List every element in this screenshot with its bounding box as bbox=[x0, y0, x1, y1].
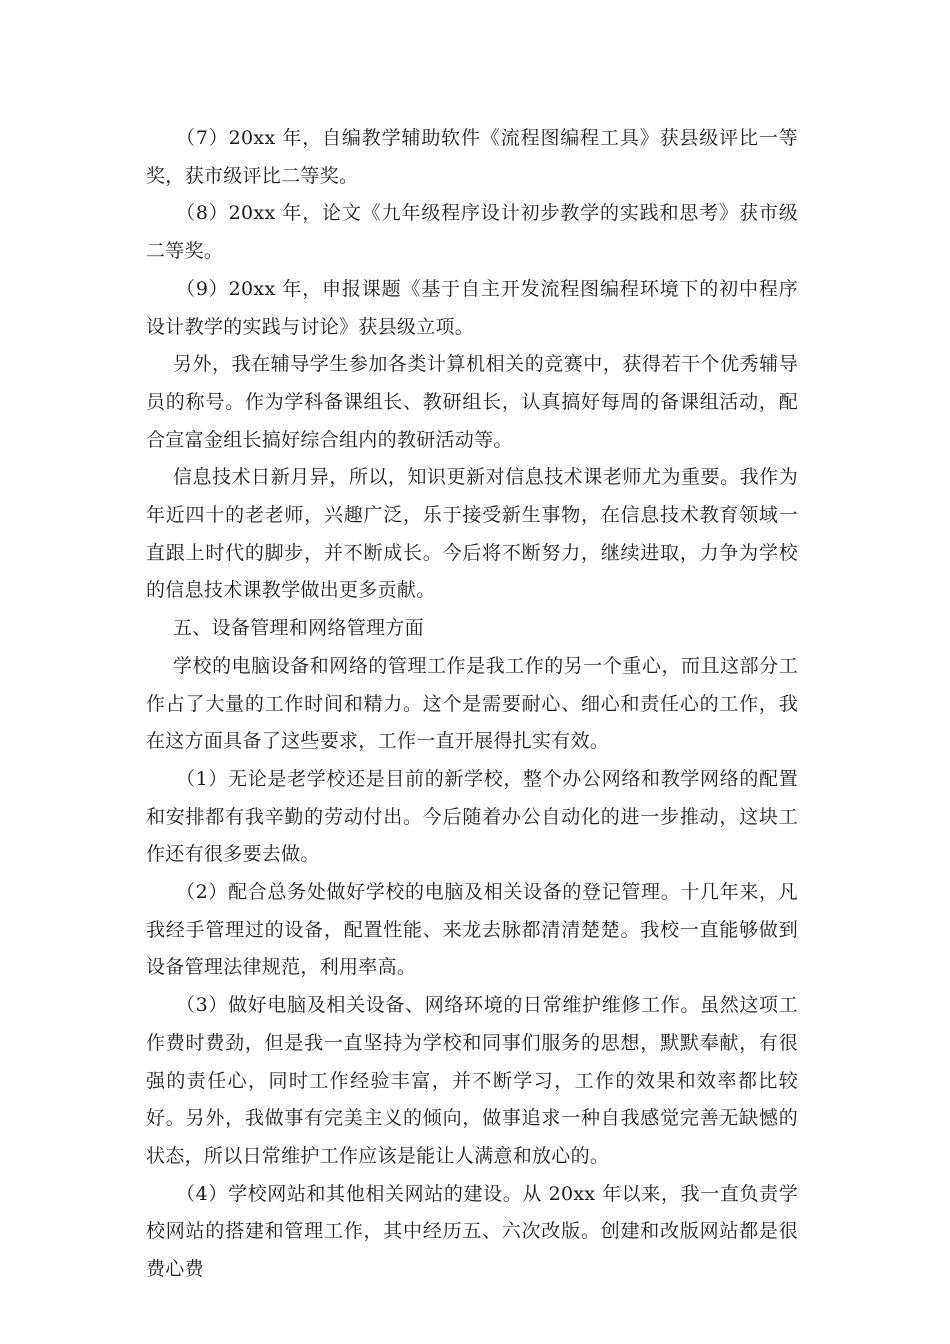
paragraph-equipment-1: （1）无论是老学校还是目前的新学校，整个办公网络和教学网络的配置和安排都有我辛勤的劳动付出。今后随着办公自动化的进一步推动，这块工作还有很多要去做。 bbox=[146, 767, 798, 866]
paragraph-item-8: （8）20xx 年，论文《九年级程序设计初步教学的实践和思考》获市级二等奖。 bbox=[146, 202, 798, 263]
paragraph-equipment-3: （3）做好电脑及相关设备、网络环境的日常维护维修工作。虽然这项工作费时费劲，但是我一直坚持为学校和同事们服务的思想，默默奉献，有很强的责任心，同时工作经验丰富，并不断学习，工作的效果和效率都比较好。另外，我做事有完美主义的倾向，做事追求一种自我感觉完善无缺憾的状态，所以日常维护工作应该是能让人满意和放心的。 bbox=[146, 994, 798, 1167]
paragraph-equipment-intro: 学校的电脑设备和网络的管理工作是我工作的另一个重心，而且这部分工作占了大量的工作时间和精力。这个是需要耐心、细心和责任心的工作，我在这方面具备了这些要求，工作一直开展得扎实有效。 bbox=[146, 654, 798, 753]
paragraph-equipment-4: （4）学校网站和其他相关网站的建设。从 20xx 年以来，我一直负责学校网站的搭建和管理工作，其中经历五、六次改版。创建和改版网站都是很费心费 bbox=[146, 1182, 798, 1281]
section-heading-equipment: 五、设备管理和网络管理方面 bbox=[173, 617, 424, 640]
paragraph-item-9: （9）20xx 年，申报课题《基于自主开发流程图编程环境下的初中程序设计教学的实践与讨论》获县级立项。 bbox=[146, 277, 798, 338]
document-body bbox=[146, 120, 798, 1289]
paragraph-item-7: （7）20xx 年，自编教学辅助软件《流程图编程工具》获县级评比一等奖，获市级评比二等奖。 bbox=[146, 127, 798, 187]
paragraph-equipment-2: （2）配合总务处做好学校的电脑及相关设备的登记管理。十几年来，凡我经手管理过的设备，配置性能、来龙去脉都清清楚楚。我校一直能够做到设备管理法律规范，利用率高。 bbox=[146, 881, 798, 979]
paragraph-it-growth: 信息技术日新月异，所以，知识更新对信息技术课老师尤为重要。我作为年近四十的老老师，兴趣广泛，乐于接受新生事物，在信息技术教育领域一直跟上时代的脚步，并不断成长。今后将不断努力，继续进取，力争为学校的信息技术课教学做出更多贡献。 bbox=[146, 466, 798, 602]
paragraph-competitions: 另外，我在辅导学生参加各类计算机相关的竞赛中，获得若干个优秀辅导员的称号。作为学科备课组长、教研组长，认真搞好每周的备课组活动，配合宣富金组长搞好综合组内的教研活动等。 bbox=[146, 353, 798, 451]
